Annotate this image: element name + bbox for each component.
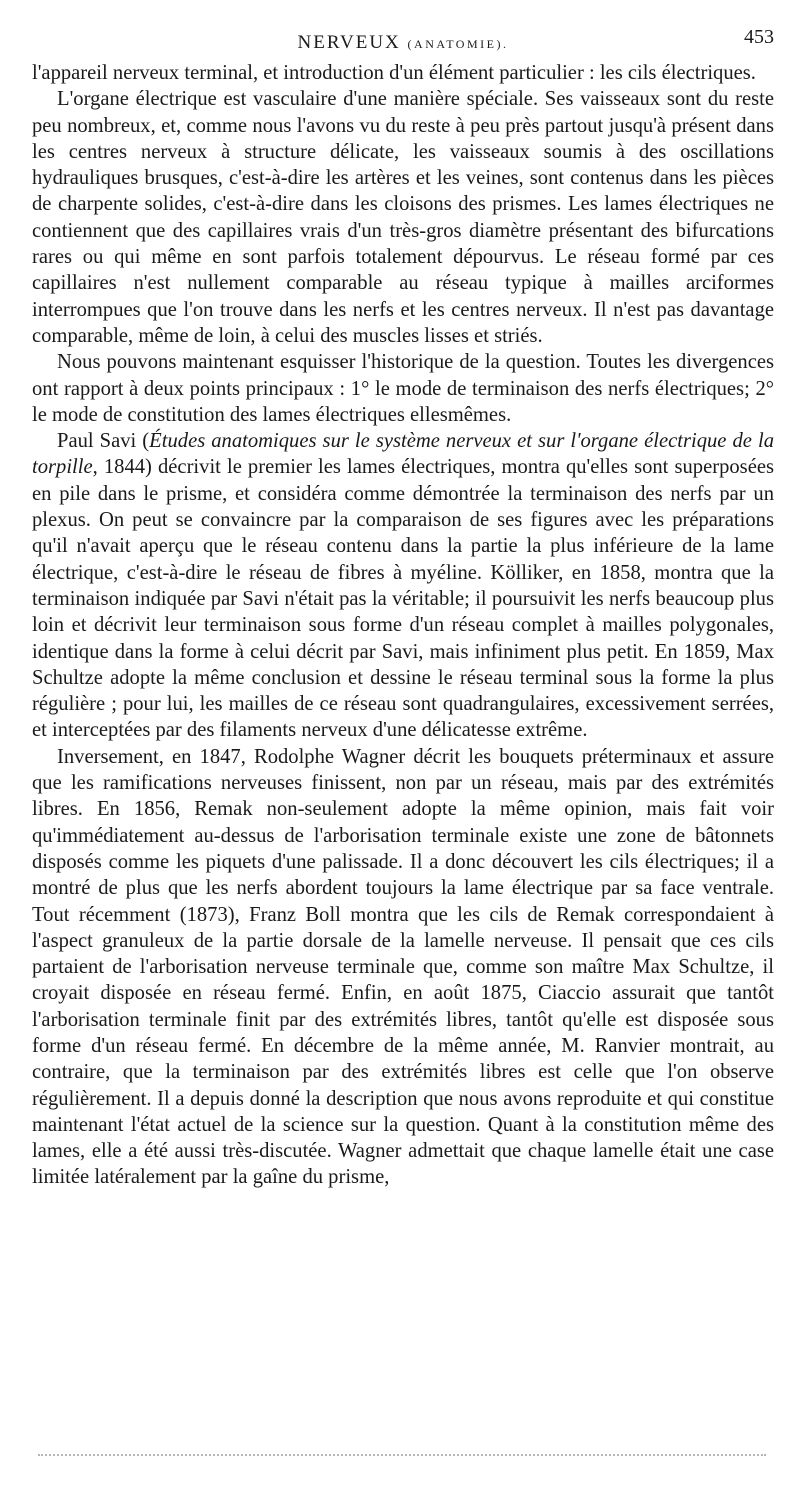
- running-title-main: NERVEUX: [297, 32, 401, 53]
- book-page: [32, 26, 774, 1191]
- savi-work-title: Études anatomiques sur le système nerveux et sur l'organe électrique de la torpille: [32, 430, 774, 479]
- running-head: [32, 26, 774, 60]
- paragraph-vascular: L'organe électrique est vasculaire d'une manière spéciale. Ses vaisseaux sont du reste peu nombreux, et, comme nous l'avons vu du reste à peu près partout jusqu'à présent dans les centres nerveux à structure délicate, les vaisseaux soumis à des oscillations hydrauliques brusques, c'est-à-dire les artères et les veines, sont contenus dans les pièces de charpente solides, c'est-à-dire dans les cloisons des prismes. Les lames électriques ne contiennent que des capillaires vrais d'un très-gros diamètre présentant des bifurcations rares ou qui même en sont parfois totalement dépourvus. Le réseau formé par ces capillaires n'est nullement comparable au réseau typique à mailles arciformes interrompues que l'on trouve dans les nerfs et les centres nerveux. Il n'est pas davantage comparable, même de loin, à celui des muscles lisses et striés.: [32, 88, 774, 347]
- paragraph-history-intro: Nous pouvons maintenant esquisser l'historique de la question. Toutes les divergences ont rapport à deux points principaux : 1° le mode de terminaison des nerfs électriques; 2° le mode de constitution des lames électriques ellesmêmes.: [32, 351, 774, 426]
- page-number: 453: [744, 26, 774, 48]
- savi-rest: , 1844) décrivit le premier les lames électriques, montra qu'elles sont superposées en pile dans le prisme, et considéra comme démontrée la terminaison des nerfs par un plexus. On peut se convaincre par la comparaison de ses figures avec les préparations qu'il n'avait aperçu que le réseau contenu dans la partie la plus inférieure de la lame électrique, c'est-à-dire le réseau de fibres à myéline. Kölliker, en 1858, montra que la terminaison indiquée par Savi n'était pas la véritable; il poursuivit les nerfs beaucoup plus loin et décrivit leur terminaison sous forme d'un réseau complet à mailles polygonales, identique dans la forme à celui décrit par Savi, mais infiniment plus petit. En 1859, Max Schultze adopte la même conclusion et dessine le réseau terminal sous la forme la plus régulière ; pour lui, les mailles de ce réseau sont quadrangulaires, excessivement serrées, et interceptées par des filaments nerveux d'une délicatesse extrême.: [32, 456, 774, 742]
- footer-rule: [38, 1454, 766, 1456]
- running-title: [32, 32, 774, 54]
- body-text: [32, 60, 774, 1191]
- paragraph-continuation: l'appareil nerveux terminal, et introduction d'un élément particulier : les cils électriques.: [32, 62, 756, 84]
- paragraph-savi: [32, 428, 774, 744]
- running-title-sub: (ANATOMIE).: [407, 37, 509, 51]
- savi-author: Paul Savi (: [57, 430, 150, 453]
- paragraph-wagner: Inversement, en 1847, Rodolphe Wagner décrit les bouquets préterminaux et assure que les ramifications nerveuses finissent, non par un réseau, mais par des extrémités libres. En 1856, Remak non-seulement adopte la même opinion, mais fait voir qu'immédiatement au-dessus de l'arborisation terminale existe une zone de bâtonnets disposés comme les piquets d'une palissade. Il a donc découvert les cils électriques; il a montré de plus que les nerfs abordent toujours la lame électrique par sa face ventrale. Tout récemment (1873), Franz Boll montra que les cils de Remak correspondaient à l'aspect granuleux de la partie dorsale de la lamelle nerveuse. Il pensait que ces cils partaient de l'arborisation nerveuse terminale que, comme son maître Max Schultze, il croyait disposée en réseau fermé. Enfin, en août 1875, Ciaccio assurait que tantôt l'arborisation terminale finit par des extrémités libres, tantôt qu'elle est disposée sous forme d'un réseau fermé. En décembre de la même année, M. Ranvier montrait, au contraire, que la terminaison par des extrémités libres est celle que l'on observe régulièrement. Il a depuis donné la description que nous avons reproduite et qui constitue maintenant l'état actuel de la science sur la question. Quant à la constitution même des lames, elle a été aussi très-discutée. Wagner admettait que chaque lamelle était une case limitée latéralement par la gaîne du prisme,: [32, 745, 774, 1189]
